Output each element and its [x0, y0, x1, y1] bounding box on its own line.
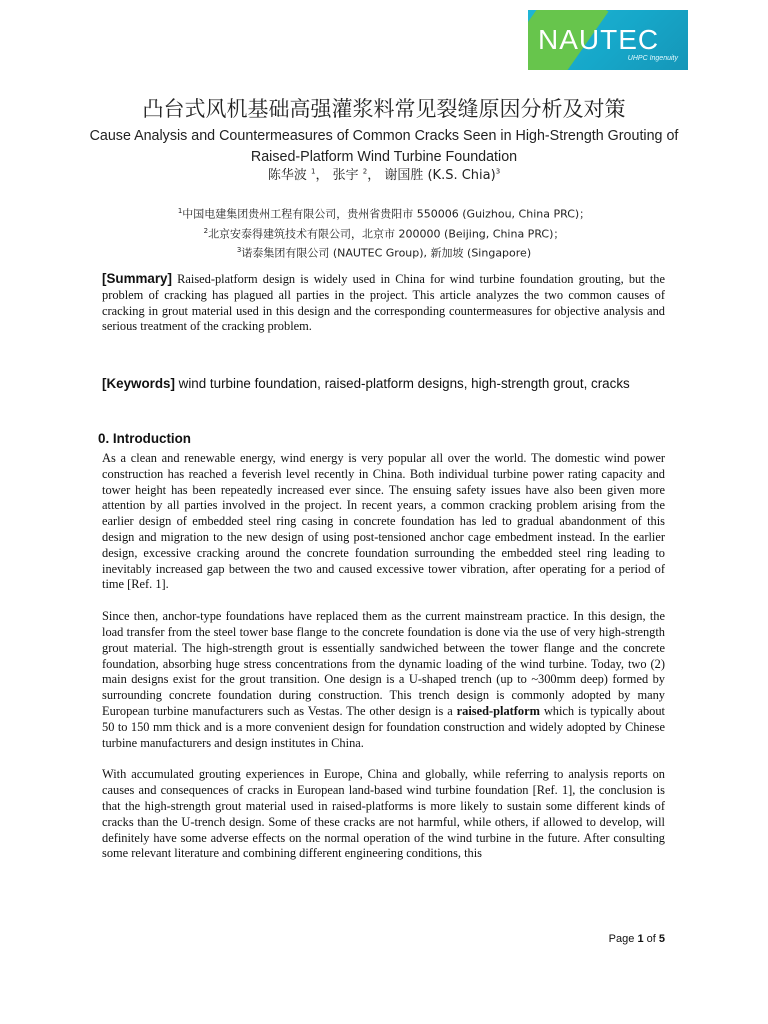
logo-tagline: UHPC Ingenuity [627, 55, 678, 62]
affiliation-3-mark: 3 [236, 246, 242, 255]
intro-paragraph-1: As a clean and renewable energy, wind energy is very popular all over the world. The domestic wind power construction has reached a feverish level recently in China. Both individual turbine power rating capacity and tower height has been repeatedly increased ever since. The ensuing safety issues have also been given more attention by all parties involved in the project. In recent years, a common cracking problem arising from the earlier design of embedded steel ring casing in concrete foundation has led to gradual abandonment of this design and migration to the new design of using post-tensioned anchor cage embedment instead. In the earlier design, excessive cracking around the concrete foundation surrounding the embedded steel ring leading to inevitably increased gap between the two and caused excessive tower vibration, after operating for a period of time [Ref. 1]. [102, 451, 665, 592]
author-2: 张宇 [332, 168, 359, 183]
author-line: 陈华波 $^1$， 张宇 $^2$， 谢国胜 (K.S. Chia)$^3$ [267, 167, 501, 183]
page-current: 1 [637, 933, 644, 945]
nautec-logo [528, 10, 688, 70]
summary-paragraph [102, 271, 665, 335]
affiliation-1 [0, 203, 768, 223]
intro-paragraph-3: With accumulated grouting experiences in Europe, China and globally, while referring to analysis reports on causes and consequences of cracks in European land-based wind turbine foundation [Ref. 1], the conclusion is that the high-strength grout material used in raised-platforms is more likely to sustain some different kinds of cracks than the U-trench design. Some of these cracks are not harmful, while others, if allowed to develop, will definitely have some adverse effects on the normal operation of the wind turbine in the future. After consulting some relevant literature and combining different engineering conditions, this [102, 767, 665, 861]
affiliation-1-text: 中国电建集团贵州工程有限公司，贵州省贵阳市 550006 (Guizhou, China PRC)； [182, 207, 591, 221]
page-label: Page [608, 933, 635, 945]
author-1-affiliation-mark: 1 [310, 167, 316, 176]
intro-paragraph-2 [102, 609, 665, 751]
affiliation-3-text: 诺泰集团有限公司 (NAUTEC Group), 新加坡 (Singapore) [241, 246, 532, 260]
affiliation-1-mark: 1 [177, 207, 183, 215]
affiliation-3 [0, 242, 768, 262]
section-heading-introduction: 0. Introduction [98, 431, 191, 446]
affiliation-2 [0, 223, 768, 243]
affiliations [0, 203, 768, 262]
intro-paragraph-2-part-a: Since then, anchor-type foundations have replaced them as the current mainstream practice. In this design, the load transfer from the steel tower base flange to the concrete foundation is done via the use of very high-strength grout material. The high-strength grout is essentially sandwiched between the tower flange and the concrete foundation, absorbing huge stress concentrations from the dynamic loading of the wind turbine. Today, two (2) main designs exist for the grout transition. One design is a U-shaped trench (up to ~300mm deep) formed by surrounding concrete foundation during construction. This trench design is commonly adopted by many European turbine manufacturers such as Vestas. The other design is a [102, 609, 665, 718]
keywords-label: [Keywords] [102, 376, 175, 391]
intro-paragraph-2-emphasis: raised-platform [456, 703, 540, 718]
page-number [609, 933, 665, 945]
intro-paragraph-2-part-b: which is typically about 50 to 150 mm thick and is a more convenient design for foundation construction and widely adopted by Chinese turbine manufacturers and design institutes in China. [102, 703, 665, 750]
affiliation-2-mark: 2 [203, 226, 209, 235]
author-2-affiliation-mark: 2 [362, 167, 368, 176]
author-3-affiliation-mark: 3 [495, 167, 501, 176]
page-total: 5 [658, 933, 665, 945]
page-of-label: of [646, 933, 656, 945]
summary-label: [Summary] [102, 271, 172, 286]
introduction-body [102, 451, 665, 878]
title-english: Cause Analysis and Countermeasures of Common Cracks Seen in High-Strength Grouting of Raised-Platform Wind Turbine Foundation [89, 128, 679, 165]
keywords-text: wind turbine foundation, raised-platform designs, high-strength grout, cracks [178, 376, 630, 391]
author-1: 陈华波 [267, 168, 307, 183]
author-3: 谢国胜 (K.S. Chia) [384, 168, 496, 183]
logo-name: NAUTEC [538, 24, 660, 55]
summary-text: Raised-platform design is widely used in China for wind turbine foundation grouting, but the problem of cracking has plagued all parties in the project. This article analyzes the two common causes of cracking in grout material used in this design and the corresponding countermeasures for objective analysis and serious treatment of the cracking problem. [102, 272, 665, 334]
keywords-paragraph [102, 373, 665, 394]
affiliation-2-text: 北京安泰得建筑技术有限公司，北京市 200000 (Beijing, China PRC)； [208, 227, 565, 241]
title-chinese: 凸台式风机基础高强灌浆料常见裂缝原因分析及对策 [142, 97, 626, 121]
